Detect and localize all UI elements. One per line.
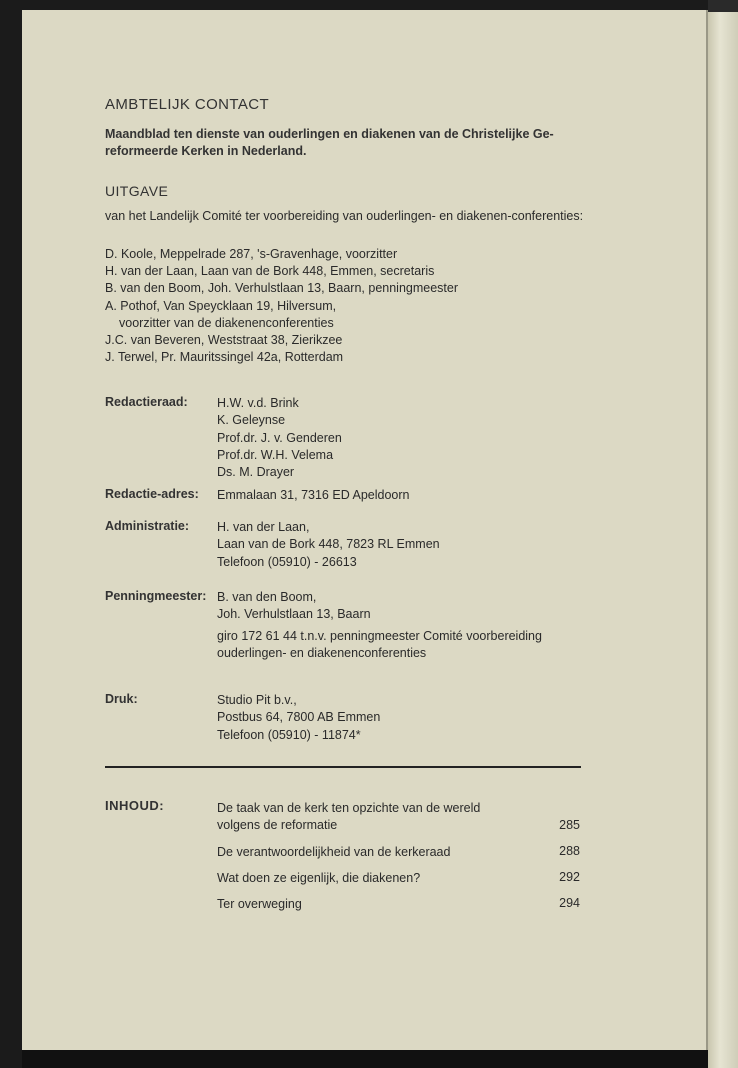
toc-entry-title: Ter overweging bbox=[217, 897, 302, 911]
address-line: B. van den Boom, bbox=[217, 590, 317, 604]
editor-name: H.W. v.d. Brink bbox=[217, 396, 299, 410]
uitgave-heading: UITGAVE bbox=[105, 183, 169, 199]
toc-entry-title: Wat doen ze eigenlijk, die diakenen? bbox=[217, 871, 421, 885]
penningmeester-value bbox=[217, 589, 371, 624]
redactieraad-list bbox=[217, 395, 342, 481]
committee-member: J. Terwel, Pr. Mauritssingel 42a, Rotterdam bbox=[105, 350, 344, 365]
phone-line: Telefoon (05910) - 11874* bbox=[217, 727, 361, 742]
toc-entry-page: 288 bbox=[559, 844, 580, 858]
address-line: Joh. Verhulstlaan 13, Baarn bbox=[217, 607, 371, 622]
toc-entry-page: 294 bbox=[559, 896, 580, 910]
toc-label: INHOUD: bbox=[105, 798, 165, 813]
giro-info bbox=[217, 628, 542, 663]
redactieadres-value bbox=[217, 487, 410, 504]
committee-member: voorzitter van de diakenenconferenties bbox=[119, 315, 334, 330]
toc-entry-title: De verantwoordelijkheid van de kerkeraad bbox=[217, 845, 451, 859]
section-divider bbox=[105, 766, 581, 768]
giro-line: ouderlingen- en diakenenconferenties bbox=[217, 646, 427, 661]
committee-member: A. Pothof, Van Speycklaan 19, Hilversum, bbox=[105, 298, 337, 313]
committee-member: B. van den Boom, Joh. Verhulstlaan 13, Baarn, penningmeester bbox=[105, 281, 459, 296]
scan-edge-top bbox=[708, 0, 738, 12]
committee-member: J.C. van Beveren, Weststraat 38, Zierikzee bbox=[105, 333, 343, 348]
scan-edge-strip bbox=[708, 0, 738, 1068]
penningmeester-label: Penningmeester: bbox=[105, 589, 207, 603]
editor-name: Prof.dr. J. v. Genderen bbox=[217, 430, 342, 445]
redactieraad-label: Redactieraad: bbox=[105, 395, 188, 409]
druk-value bbox=[217, 692, 380, 744]
toc-title-line: volgens de reformatie bbox=[217, 818, 338, 832]
redactieadres-label: Redactie-adres: bbox=[105, 487, 199, 501]
committee-list bbox=[105, 246, 458, 366]
toc-entry-page: 292 bbox=[559, 870, 580, 884]
toc-entry-page: 285 bbox=[559, 818, 580, 832]
uitgave-intro: van het Landelijk Comité ter voorbereiding van ouderlingen- en diakenen-conferenties: bbox=[105, 209, 584, 223]
scan-bottom-border bbox=[22, 1050, 708, 1068]
address-line: H. van der Laan, bbox=[217, 520, 310, 534]
administratie-label: Administratie: bbox=[105, 519, 190, 533]
page-subtitle: Maandblad ten dienste van ouderlingen en diakenen van de Christelijke Ge-reformeerde Kerken in Nederland. bbox=[105, 127, 554, 158]
toc-entry-title bbox=[217, 800, 480, 834]
druk-label: Druk: bbox=[105, 692, 138, 706]
address-line: Studio Pit b.v., bbox=[217, 693, 297, 707]
toc-title-line: De taak van de kerk ten opzichte van de wereld bbox=[217, 801, 481, 815]
editor-name: Prof.dr. W.H. Velema bbox=[217, 447, 334, 462]
editor-name: K. Geleynse bbox=[217, 413, 286, 428]
phone-line: Telefoon (05910) - 26613 bbox=[217, 554, 357, 569]
administratie-value bbox=[217, 519, 440, 571]
address-line: Emmalaan 31, 7316 ED Apeldoorn bbox=[217, 488, 410, 502]
committee-member: H. van der Laan, Laan van de Bork 448, Emmen, secretaris bbox=[105, 264, 435, 279]
giro-line: giro 172 61 44 t.n.v. penningmeester Comité voorbereiding bbox=[217, 629, 542, 643]
editor-name: Ds. M. Drayer bbox=[217, 465, 295, 480]
page-title: AMBTELIJK CONTACT bbox=[105, 96, 270, 113]
committee-member: D. Koole, Meppelrade 287, 's-Gravenhage, voorzitter bbox=[105, 247, 398, 261]
address-line: Laan van de Bork 448, 7823 RL Emmen bbox=[217, 537, 440, 552]
address-line: Postbus 64, 7800 AB Emmen bbox=[217, 710, 381, 725]
